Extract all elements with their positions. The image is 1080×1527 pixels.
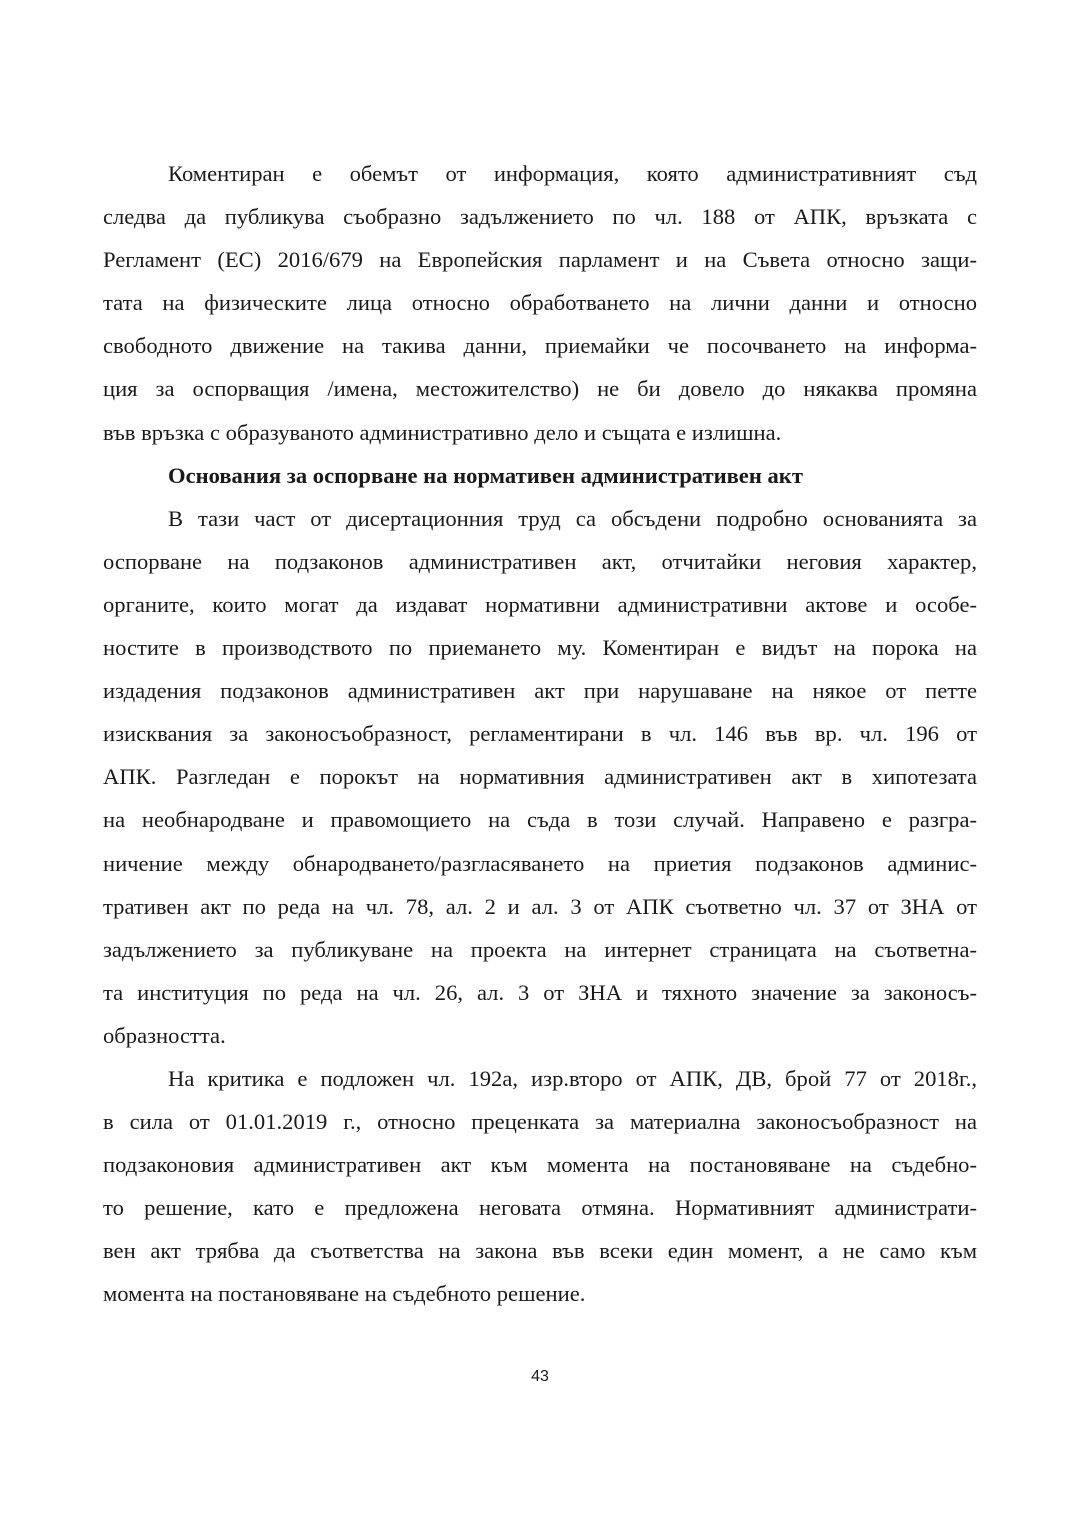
body-text — [103, 152, 977, 1316]
paragraph-line: във връзка с образуваното административно дело и същата е излишна. — [103, 419, 782, 445]
paragraph-line: следва да публикува съобразно задължението по чл. 188 от АПК, връзката с — [103, 204, 977, 230]
page-number: 43 — [531, 1368, 549, 1385]
paragraph-line: изисквания за законосъобразност, регламентирани в чл. 146 във вр. чл. 196 от — [103, 721, 977, 747]
paragraph-line: ничение между обнародването/разгласяването на приетия подзаконов админис- — [103, 850, 977, 876]
paragraph-line: Регламент (ЕС) 2016/679 на Европейския парламент и на Съвета относно защи- — [103, 247, 977, 273]
paragraph-line: оспорване на подзаконов административен акт, отчитайки неговия характер, — [103, 548, 977, 574]
paragraph-line: то решение, като е предложена неговата отмяна. Нормативният администрати- — [103, 1195, 977, 1221]
paragraph-line: Коментиран е обемът от информация, която административният съд — [168, 161, 977, 186]
paragraph-line: подзаконовия административен акт към момента на постановяване на съдебно- — [103, 1152, 977, 1178]
paragraph-line: ция за оспорващия /имена, местожителство) не би довело до някаква промяна — [103, 376, 977, 402]
paragraph-line: свободното движение на такива данни, приемайки че посочването на информа- — [103, 333, 977, 359]
paragraph-line: тата на физическите лица относно обработването на лични данни и относно — [103, 290, 977, 316]
paragraph-line: задължението за публикуване на проекта на интернет страницата на съответна- — [103, 936, 977, 962]
paragraph-2 — [103, 497, 977, 1057]
section-heading: Основания за оспорване на нормативен административен акт — [168, 462, 803, 488]
paragraph-line: вен акт трябва да съответства на закона във всеки един момент, а не само към — [103, 1238, 977, 1264]
paragraph-line: органите, които могат да издават нормативни административни актове и особе- — [103, 591, 977, 617]
paragraph-line: издадения подзаконов административен акт при нарушаване на някое от петте — [103, 678, 977, 704]
paragraph-line: момента на постановяване на съдебното решение. — [103, 1281, 586, 1307]
paragraph-line: ностите в производството по приемането му. Коментиран е видът на порока на — [103, 635, 977, 661]
paragraph-line: на необнародване и правомощието на съда в този случай. Направено е разгра- — [103, 807, 977, 833]
paragraph-line: АПК. Разгледан е порокът на нормативния административен акт в хипотезата — [103, 764, 977, 790]
paragraph-3 — [103, 1057, 977, 1316]
paragraph-1 — [103, 152, 977, 454]
paragraph-line: та институция по реда на чл. 26, ал. 3 от ЗНА и тяхното значение за законосъ- — [103, 979, 977, 1005]
paragraph-line: образността. — [103, 1022, 226, 1048]
paragraph-line: тративен акт по реда на чл. 78, ал. 2 и ал. 3 от АПК съответно чл. 37 от ЗНА от — [103, 893, 977, 919]
paragraph-line: В тази част от дисертационния труд са обсъдени подробно основанията за — [168, 505, 977, 531]
paragraph-line: в сила от 01.01.2019 г., относно преценката за материална законосъобразност на — [103, 1109, 977, 1135]
paragraph-line: На критика е подложен чл. 192а, изр.второ от АПК, ДВ, брой 77 от 2018г., — [168, 1065, 977, 1091]
